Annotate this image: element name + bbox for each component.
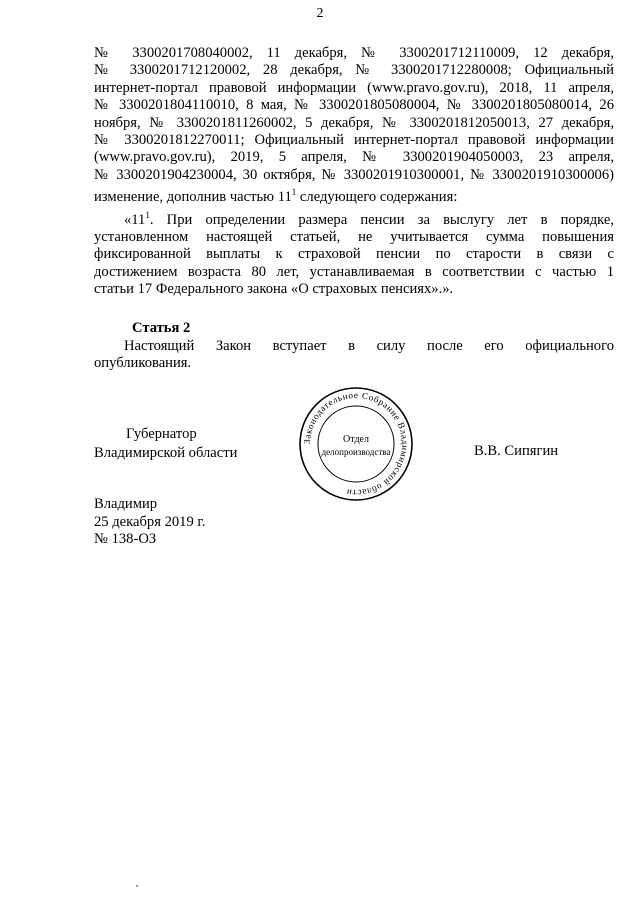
signatory-title <box>94 425 237 463</box>
quote-open: «11 <box>124 211 146 228</box>
text-line: № 3300201712120002, 28 декабря, № 3300201712280008; Официальный <box>94 62 614 79</box>
text-line: ноября, № 3300201811260002, 5 декабря, № 3300201812050013, 27 декабря, <box>94 114 614 131</box>
stamp-center-line: делопроизводства <box>321 447 391 457</box>
place-date-number <box>94 496 205 549</box>
quote-line: достижением возраста 80 лет, устанавливаемая в соответствии с частью 1 <box>94 263 614 280</box>
text-line: (www.pravo.gov.ru), 2019, 5 апреля, № 3300201904050003, 23 апреля, <box>94 149 614 166</box>
quote-line: установленном настоящей статьей, не учитывается сумма повышения <box>94 228 614 245</box>
change-line-text: изменение, дополнив частью 11 <box>94 189 292 206</box>
stamp-ring-text: Законодательное Собрание Владимирской области <box>301 389 411 499</box>
quote-first-line <box>94 207 614 229</box>
page-number: 2 <box>316 6 324 21</box>
official-stamp <box>298 386 414 502</box>
law-number: № 138-ОЗ <box>94 531 157 548</box>
law-text-continuation <box>94 45 614 298</box>
city: Владимир <box>94 496 158 512</box>
scan-speck <box>136 885 138 887</box>
stamp-center-line: Отдел <box>343 434 369 445</box>
signatory-title-line: Губернатор <box>126 426 197 442</box>
text-line: № 3300201812270011; Официальный интернет-портал правовой информации <box>94 132 614 149</box>
signatory-title-line: Владимирской области <box>94 445 238 461</box>
text-line: № 3300201904230004, 30 октября, № 3300201910300001, № 3300201910300006) <box>94 166 614 183</box>
quote-line: фиксированной выплаты к страховой пенсии по старости в связи с <box>94 246 614 263</box>
change-line-end: следующего содержания: <box>296 189 458 206</box>
change-line <box>94 184 614 206</box>
signatory-name: В.В. Сипягин <box>474 443 559 459</box>
text-line: интернет-портал правовой информации (www.pravo.gov.ru), 2018, 11 апреля, <box>94 79 614 96</box>
text-line: № 3300201804110010, 8 мая, № 3300201805080004, № 3300201805080014, 26 <box>94 97 614 114</box>
text-line: № 3300201708040002, 11 декабря, № 3300201712110009, 12 декабря, <box>94 45 614 61</box>
quote-last-line: статьи 17 Федерального закона «О страховых пенсиях».». <box>94 281 454 297</box>
article-text <box>94 338 614 373</box>
date: 25 декабря 2019 г. <box>94 513 206 530</box>
quote-first-line-rest: . При определении размера пенсии за выслугу лет в порядке, <box>149 211 614 228</box>
superscript: 1 <box>291 187 297 198</box>
superscript: 1 <box>145 209 150 220</box>
article-line: опубликования. <box>94 355 192 372</box>
article-heading: Статья 2 <box>132 320 191 336</box>
article-line: Настоящий Закон вступает в силу после его официального <box>124 338 614 354</box>
